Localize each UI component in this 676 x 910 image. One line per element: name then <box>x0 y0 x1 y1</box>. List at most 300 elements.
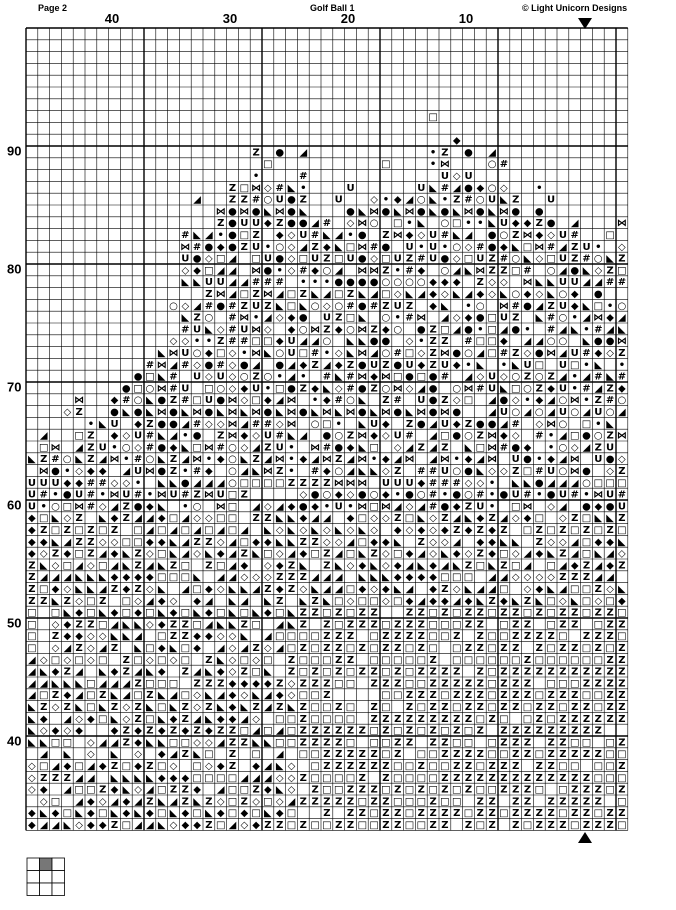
stitch-symbol: Z <box>476 690 484 702</box>
stitch-symbol: ◢ <box>488 584 496 595</box>
stitch-symbol: ◣ <box>488 218 496 230</box>
stitch-symbol: Z <box>217 678 225 690</box>
stitch-symbol: Z <box>535 525 543 536</box>
stitch-symbol: Z <box>205 536 213 548</box>
stitch-symbol: U <box>193 371 202 383</box>
stitch-symbol: • <box>205 454 213 466</box>
stitch-symbol: ◣ <box>181 407 190 418</box>
stitch-symbol: ◇ <box>452 171 461 182</box>
stitch-symbol: ◣ <box>606 513 614 525</box>
stitch-symbol: Z <box>134 713 142 725</box>
stitch-symbol: Z <box>134 678 142 690</box>
stitch-symbol: ◆ <box>287 312 296 324</box>
stitch-symbol: Z <box>582 713 591 725</box>
stitch-symbol: □ <box>38 513 49 525</box>
stitch-symbol: ◇ <box>75 713 83 725</box>
stitch-symbol: ◢ <box>169 359 178 371</box>
stitch-symbol: □ <box>593 761 604 772</box>
stitch-symbol: ◆ <box>346 442 355 454</box>
stitch-symbol: # <box>546 312 556 324</box>
stitch-symbol: □ <box>286 808 297 820</box>
stitch-symbol: ◆ <box>299 454 308 466</box>
stitch-symbol: □ <box>392 371 403 383</box>
stitch-symbol: • <box>583 395 590 407</box>
stitch-symbol: ◇ <box>87 643 95 654</box>
stitch-symbol: Z <box>240 666 248 678</box>
stitch-symbol: ◣ <box>618 584 626 595</box>
stitch-symbol: Z <box>417 808 425 820</box>
stitch-symbol: Z <box>582 772 591 784</box>
stitch-symbol: Z <box>146 725 154 737</box>
stitch-symbol: Z <box>193 725 201 737</box>
stitch-symbol: ◢ <box>63 536 72 548</box>
stitch-symbol: ⋈ <box>321 407 332 418</box>
stitch-symbol: ◣ <box>98 418 107 430</box>
stitch-symbol: ◆ <box>205 584 213 595</box>
stitch-symbol: □ <box>593 525 604 536</box>
stitch-symbol: ◣ <box>275 784 284 796</box>
stitch-symbol: ◆ <box>417 477 426 489</box>
stitch-symbol: ◣ <box>110 808 119 820</box>
stitch-symbol: ◣ <box>535 277 544 289</box>
stitch-symbol: ◢ <box>323 584 331 595</box>
stitch-symbol: # <box>594 324 603 336</box>
stitch-symbol: Z <box>323 678 331 690</box>
stitch-symbol: ⋈ <box>286 418 297 430</box>
page-map-cell <box>52 858 65 871</box>
stitch-symbol: ◢ <box>193 525 201 536</box>
stitch-symbol: ⋈ <box>357 454 368 466</box>
stitch-symbol: □ <box>168 678 179 690</box>
stitch-symbol: ◢ <box>500 324 508 336</box>
stitch-symbol: □ <box>369 725 379 737</box>
stitch-symbol: ◆ <box>323 466 331 477</box>
stitch-symbol: ◣ <box>146 407 154 418</box>
stitch-symbol: Z <box>240 796 248 808</box>
stitch-symbol: ◢ <box>287 548 296 560</box>
stitch-symbol: Z <box>535 218 543 230</box>
stitch-symbol: ◢ <box>523 336 532 348</box>
stitch-symbol: ◆ <box>264 678 272 690</box>
stitch-symbol: ◣ <box>51 536 60 548</box>
stitch-symbol: ◣ <box>594 513 603 525</box>
stitch-symbol: ◣ <box>476 466 485 477</box>
stitch-symbol: ○ <box>534 371 544 383</box>
stitch-symbol: ○ <box>228 442 237 454</box>
stitch-symbol: ◢ <box>429 418 437 430</box>
stitch-symbol: ◣ <box>346 336 355 348</box>
stitch-symbol: ◣ <box>28 454 36 466</box>
stitch-symbol: ◆ <box>417 525 426 536</box>
stitch-symbol: # <box>299 171 308 182</box>
stitch-symbol: • <box>99 489 106 501</box>
stitch-symbol: ◣ <box>358 572 367 584</box>
stitch-symbol: Z <box>523 595 532 607</box>
stitch-symbol: ◆ <box>393 560 402 572</box>
stitch-symbol: Z <box>382 820 390 831</box>
stitch-symbol: □ <box>404 772 415 784</box>
stitch-symbol: U <box>558 277 567 289</box>
stitch-symbol: ◣ <box>122 548 131 560</box>
stitch-symbol: Z <box>217 218 225 230</box>
stitch-symbol: ◢ <box>452 513 461 525</box>
stitch-symbol: Z <box>323 253 331 265</box>
stitch-symbol: ◆ <box>122 584 131 595</box>
stitch-symbol: □ <box>416 654 427 666</box>
stitch-symbol: Z <box>429 796 437 808</box>
stitch-symbol: ◣ <box>157 713 166 725</box>
stitch-symbol: □ <box>534 690 545 702</box>
stitch-symbol: ○ <box>546 336 556 348</box>
stitch-symbol: Z <box>370 548 378 560</box>
stitch-symbol: ◆ <box>98 761 107 772</box>
stitch-symbol: ○ <box>475 300 485 312</box>
stitch-symbol: Z <box>323 477 331 489</box>
stitch-symbol: ◣ <box>287 619 296 631</box>
stitch-symbol: ◣ <box>500 536 508 548</box>
stitch-symbol: ● <box>605 336 615 348</box>
stitch-symbol: ◣ <box>157 737 166 749</box>
stitch-symbol: • <box>394 312 401 324</box>
stitch-symbol: ◇ <box>535 253 544 265</box>
stitch-symbol: ○ <box>593 253 603 265</box>
stitch-symbol: □ <box>145 678 155 690</box>
stitch-symbol: Z <box>512 737 520 749</box>
stitch-symbol: ◇ <box>240 572 249 584</box>
stitch-symbol: ⋈ <box>369 206 380 218</box>
stitch-symbol: □ <box>156 678 167 690</box>
stitch-symbol: Z <box>500 737 508 749</box>
page-map-cell <box>40 883 53 896</box>
stitch-symbol: □ <box>310 643 320 654</box>
stitch-symbol: ○ <box>204 312 214 324</box>
stitch-symbol: □ <box>581 643 592 654</box>
stitch-symbol: • <box>288 442 295 454</box>
stitch-symbol: Z <box>582 525 591 536</box>
stitch-symbol: # <box>511 300 520 312</box>
stitch-symbol: ⋈ <box>156 359 167 371</box>
stitch-symbol: ◣ <box>98 607 107 619</box>
stitch-symbol: ◇ <box>87 560 95 572</box>
stitch-symbol: ● <box>452 407 462 418</box>
stitch-symbol: Z <box>571 619 579 631</box>
stitch-symbol: ◢ <box>476 454 485 466</box>
stitch-symbol: ◢ <box>264 454 272 466</box>
stitch-symbol: ○ <box>369 218 379 230</box>
stitch-symbol: Z <box>547 796 555 808</box>
stitch-symbol: ⋈ <box>239 206 250 218</box>
stitch-symbol: □ <box>180 737 191 749</box>
stitch-symbol: ◇ <box>122 430 131 442</box>
stitch-symbol: ◢ <box>476 348 485 359</box>
stitch-symbol: # <box>464 194 473 206</box>
stitch-symbol: ◇ <box>181 265 190 277</box>
stitch-symbol: ◣ <box>452 206 461 218</box>
stitch-symbol: # <box>275 182 284 194</box>
stitch-symbol: # <box>275 277 284 289</box>
stitch-symbol: Z <box>370 607 378 619</box>
stitch-symbol: □ <box>74 548 84 560</box>
stitch-symbol: Z <box>287 654 296 666</box>
stitch-symbol: ◇ <box>98 536 107 548</box>
stitch-symbol: ◇ <box>228 643 237 654</box>
stitch-symbol: ◢ <box>287 796 296 808</box>
stitch-symbol: ◣ <box>370 572 378 584</box>
stitch-symbol: ◢ <box>110 619 119 631</box>
stitch-symbol: Z <box>405 713 414 725</box>
stitch-symbol: ⋈ <box>203 442 214 454</box>
stitch-symbol: ◢ <box>75 666 83 678</box>
stitch-symbol: ◆ <box>87 713 95 725</box>
stitch-symbol: Z <box>571 643 579 654</box>
stitch-symbol: ◇ <box>39 548 48 560</box>
stitch-symbol: ◣ <box>311 407 319 418</box>
stitch-symbol: ◢ <box>134 513 142 525</box>
stitch-symbol: ◆ <box>535 584 544 595</box>
stitch-symbol: Z <box>594 666 602 678</box>
stitch-symbol: ● <box>157 418 167 430</box>
stitch-symbol: # <box>582 348 591 359</box>
stitch-symbol: Z <box>606 631 614 643</box>
stitch-symbol: Z <box>559 725 567 737</box>
stitch-symbol: □ <box>239 654 250 666</box>
stitch-symbol: Z <box>311 607 319 619</box>
stitch-symbol: □ <box>156 702 167 713</box>
stitch-symbol: □ <box>463 808 474 820</box>
stitch-symbol: ◣ <box>393 536 402 548</box>
stitch-symbol: ◢ <box>535 336 544 348</box>
stitch-symbol: ◣ <box>75 702 83 713</box>
stitch-symbol: ◣ <box>299 300 308 312</box>
stitch-symbol: Z <box>323 761 331 772</box>
stitch-symbol: ◣ <box>275 761 284 772</box>
stitch-symbol: ◇ <box>98 631 107 643</box>
stitch-symbol: ◇ <box>287 761 296 772</box>
stitch-symbol: U <box>346 182 355 194</box>
stitch-symbol: Z <box>335 725 343 737</box>
stitch-symbol: Z <box>240 241 248 253</box>
stitch-symbol: ◇ <box>382 560 390 572</box>
stitch-symbol: □ <box>86 595 96 607</box>
stitch-symbol: ◣ <box>618 324 626 336</box>
stitch-symbol: ◣ <box>110 713 119 725</box>
stitch-symbol: # <box>464 336 473 348</box>
stitch-symbol: □ <box>357 796 368 808</box>
stitch-symbol: □ <box>487 607 497 619</box>
stitch-symbol: ◢ <box>146 820 154 831</box>
stitch-symbol: ◢ <box>275 643 284 654</box>
stitch-symbol: • <box>347 230 354 241</box>
stitch-symbol: ◆ <box>382 536 390 548</box>
stitch-symbol: ● <box>393 359 403 371</box>
stitch-symbol: U <box>51 477 60 489</box>
stitch-symbol: U <box>488 383 497 395</box>
stitch-symbol: □ <box>428 607 438 619</box>
stitch-symbol: □ <box>27 643 37 654</box>
stitch-symbol: Z <box>417 784 425 796</box>
stitch-symbol: □ <box>381 159 391 171</box>
stitch-symbol: □ <box>451 643 462 654</box>
stitch-symbol: ◢ <box>228 265 237 277</box>
stitch-symbol: ● <box>298 501 308 513</box>
stitch-symbol: □ <box>440 619 450 631</box>
stitch-symbol: Z <box>547 761 555 772</box>
stitch-symbol: ◆ <box>146 536 154 548</box>
stitch-symbol: □ <box>593 300 604 312</box>
stitch-symbol: Z <box>394 513 402 525</box>
stitch-symbol: ◇ <box>275 796 284 808</box>
stitch-symbol: □ <box>310 749 320 761</box>
stitch-symbol: Z <box>476 749 484 761</box>
stitch-symbol: Z <box>500 666 508 678</box>
stitch-symbol: ◇ <box>452 253 461 265</box>
stitch-symbol: Z <box>382 631 390 643</box>
stitch-symbol: Z <box>346 725 355 737</box>
stitch-symbol: ◣ <box>193 796 201 808</box>
stitch-symbol: Z <box>594 643 602 654</box>
stitch-symbol: ◢ <box>146 513 154 525</box>
stitch-symbol: Z <box>453 808 461 820</box>
stitch-symbol: □ <box>156 548 167 560</box>
stitch-symbol: ◆ <box>323 241 331 253</box>
stitch-symbol: Z <box>193 489 201 501</box>
stitch-symbol: ◇ <box>228 348 237 359</box>
stitch-symbol: ◢ <box>75 560 83 572</box>
stitch-symbol: Z <box>618 513 626 525</box>
stitch-symbol: ◣ <box>193 230 201 241</box>
stitch-symbol: ◆ <box>464 454 473 466</box>
stitch-symbol: ◣ <box>193 277 201 289</box>
stitch-symbol: # <box>535 466 544 477</box>
stitch-symbol: ◆ <box>228 713 237 725</box>
stitch-symbol: ◣ <box>28 737 36 749</box>
stitch-symbol: ◇ <box>417 230 426 241</box>
stitch-symbol: Z <box>535 772 543 784</box>
stitch-symbol: ⋈ <box>357 430 368 442</box>
stitch-symbol: Z <box>311 241 319 253</box>
stitch-symbol: # <box>145 430 155 442</box>
stitch-symbol: ◣ <box>393 206 402 218</box>
stitch-symbol: ● <box>322 430 332 442</box>
stitch-symbol: ◆ <box>476 513 485 525</box>
stitch-symbol: ◆ <box>63 619 72 631</box>
stitch-symbol: U <box>27 501 36 513</box>
stitch-symbol: ◇ <box>464 548 473 560</box>
stitch-symbol: □ <box>593 690 604 702</box>
stitch-symbol: ◢ <box>417 548 426 560</box>
stitch-symbol: ⋈ <box>156 407 167 418</box>
stitch-symbol: ◇ <box>51 702 60 713</box>
stitch-symbol: # <box>322 442 332 454</box>
stitch-symbol: ◣ <box>157 690 166 702</box>
stitch-symbol: ⋈ <box>251 182 262 194</box>
stitch-symbol: Z <box>571 690 579 702</box>
stitch-symbol: ◇ <box>134 595 142 607</box>
stitch-symbol: ● <box>487 230 497 241</box>
stitch-symbol: □ <box>581 607 592 619</box>
stitch-symbol: ⋈ <box>522 501 533 513</box>
stitch-symbol: ◇ <box>606 584 614 595</box>
stitch-symbol: Z <box>417 442 425 454</box>
stitch-symbol: □ <box>180 560 191 572</box>
stitch-symbol: U <box>39 477 48 489</box>
stitch-symbol: Z <box>264 820 272 831</box>
stitch-symbol: ◆ <box>157 619 166 631</box>
stitch-symbol: Z <box>110 643 119 654</box>
stitch-symbol: ◢ <box>252 725 260 737</box>
stitch-symbol: □ <box>156 784 167 796</box>
stitch-symbol: ◆ <box>87 796 95 808</box>
stitch-symbol: ◢ <box>452 182 461 194</box>
stitch-symbol: □ <box>440 324 450 336</box>
stitch-symbol: ○ <box>511 371 521 383</box>
stitch-symbol: Z <box>464 749 473 761</box>
stitch-symbol: ◆ <box>393 525 402 536</box>
stitch-symbol: Z <box>228 725 237 737</box>
stitch-symbol: Z <box>358 784 366 796</box>
stitch-symbol: ◣ <box>358 206 367 218</box>
stitch-symbol: # <box>51 454 60 466</box>
stitch-symbol: # <box>570 489 579 501</box>
stitch-symbol: Z <box>441 513 449 525</box>
stitch-symbol: ◇ <box>98 796 107 808</box>
stitch-symbol: ◢ <box>39 820 48 831</box>
stitch-symbol: ◣ <box>228 619 237 631</box>
stitch-symbol: ⋈ <box>50 442 61 454</box>
stitch-symbol: Z <box>382 808 390 820</box>
stitch-symbol: □ <box>475 654 486 666</box>
stitch-symbol: ● <box>546 218 556 230</box>
stitch-symbol: ◆ <box>488 536 496 548</box>
stitch-symbol: ◢ <box>559 324 567 336</box>
stitch-symbol: ◆ <box>264 784 272 796</box>
stitch-symbol: ○ <box>51 501 60 513</box>
stitch-symbol: ◇ <box>193 548 201 560</box>
stitch-symbol: ◢ <box>334 548 343 560</box>
stitch-symbol: □ <box>605 784 615 796</box>
stitch-symbol: ◆ <box>464 525 473 536</box>
stitch-symbol: ◣ <box>228 595 237 607</box>
stitch-symbol: ● <box>452 430 462 442</box>
stitch-symbol: Z <box>370 678 378 690</box>
stitch-symbol: ⋈ <box>439 407 450 418</box>
stitch-symbol: U <box>558 253 567 265</box>
stitch-symbol: Z <box>358 808 366 820</box>
stitch-symbol: Z <box>311 477 319 489</box>
stitch-symbol: ◢ <box>559 241 567 253</box>
stitch-symbol: Z <box>571 808 579 820</box>
stitch-symbol: Z <box>571 713 579 725</box>
page-label: Page 2 <box>38 3 68 13</box>
stitch-symbol: ◣ <box>311 584 319 595</box>
stitch-symbol: Z <box>299 536 307 548</box>
stitch-symbol: # <box>86 489 96 501</box>
stitch-symbol: □ <box>215 513 226 525</box>
stitch-symbol: Z <box>512 466 520 477</box>
stitch-symbol: Z <box>382 230 390 241</box>
stitch-symbol: Z <box>618 619 626 631</box>
stitch-symbol: ◣ <box>464 265 473 277</box>
stitch-symbol: □ <box>239 607 250 619</box>
stitch-symbol: □ <box>428 631 438 643</box>
stitch-symbol: ◢ <box>75 772 83 784</box>
stitch-symbol: ○ <box>381 348 391 359</box>
stitch-symbol: □ <box>286 300 297 312</box>
stitch-symbol: ◣ <box>181 442 190 454</box>
stitch-symbol: Z <box>594 442 602 454</box>
stitch-symbol: ○ <box>192 501 202 513</box>
stitch-symbol: □ <box>180 607 191 619</box>
